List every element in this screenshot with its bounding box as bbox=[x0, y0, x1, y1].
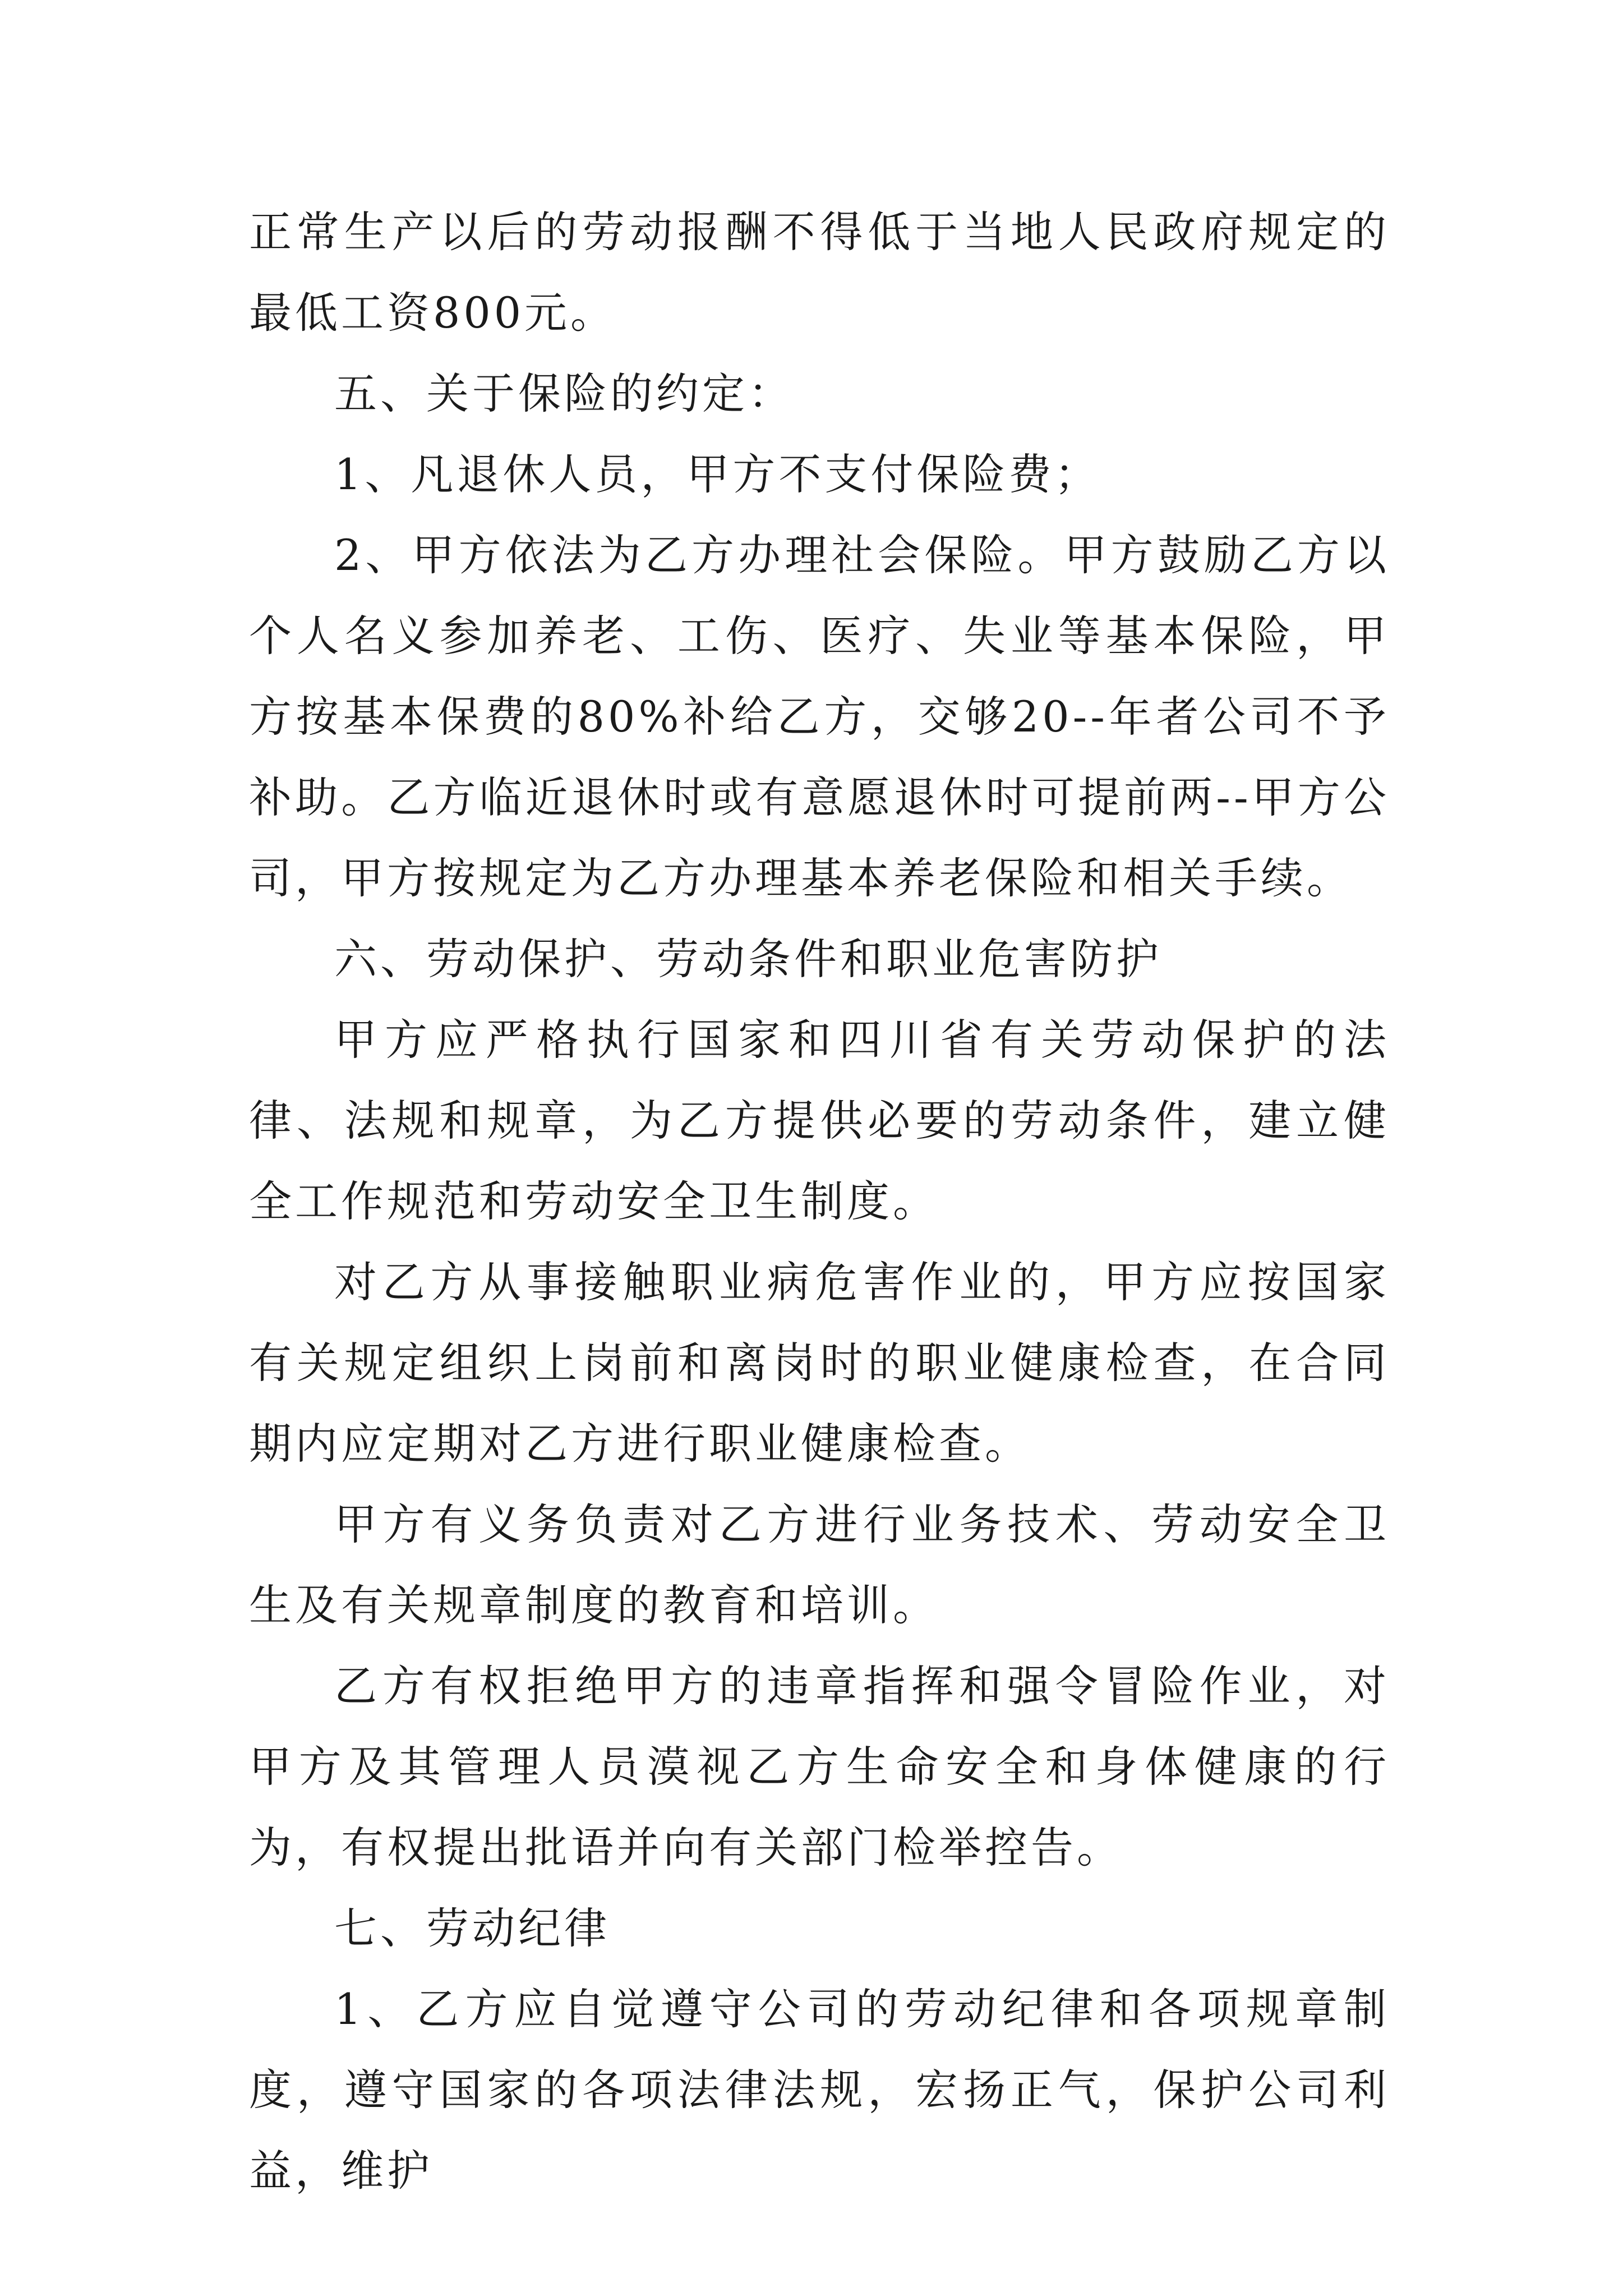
paragraph-insurance-2: 2、甲方依法为乙方办理社会保险。甲方鼓励乙方以个人名义参加养老、工伤、医疗、失业等基本保险，甲方按基本保费的80%补给乙方，交够20--年者公司不予补助。乙方临近退休时或有意愿退休时可提前两--甲方公司，甲方按规定为乙方办理基本养老保险和相关手续。 bbox=[249, 530, 1390, 903]
section-heading-labor-protection: 六、劳动保护、劳动条件和职业危害防护 bbox=[334, 934, 1162, 984]
paragraph-discipline-1: 1、乙方应自觉遵守公司的劳动纪律和各项规章制度，遵守国家的各项法律法规，宏扬正气，保护公司利益，维护 bbox=[249, 1984, 1390, 2196]
paragraph-insurance-1: 1、凡退休人员，甲方不支付保险费； bbox=[334, 449, 1101, 499]
paragraph-training: 甲方有义务负责对乙方进行业务技术、劳动安全卫生及有关规章制度的教育和培训。 bbox=[249, 1499, 1390, 1630]
paragraph-refuse-risky-work: 乙方有权拒绝甲方的违章指挥和强令冒险作业，对甲方及其管理人员漠视乙方生命安全和身体健康的行为，有权提出批语并向有关部门检举控告。 bbox=[249, 1661, 1390, 1872]
paragraph-occupational-health: 对乙方从事接触职业病危害作业的，甲方应按国家有关规定组织上岗前和离岗时的职业健康检查，在合同期内应定期对乙方进行职业健康检查。 bbox=[249, 1257, 1390, 1469]
section-heading-insurance: 五、关于保险的约定： bbox=[334, 369, 794, 418]
paragraph-labor-protection-laws: 甲方应严格执行国家和四川省有关劳动保护的法律、法规和规章，为乙方提供必要的劳动条件，建立健全工作规范和劳动安全卫生制度。 bbox=[249, 1015, 1390, 1226]
section-heading-labor-discipline: 七、劳动纪律 bbox=[334, 1903, 610, 1953]
document-body bbox=[249, 192, 1390, 2211]
paragraph-wage-tail: 正常生产以后的劳动报酬不得低于当地人民政府规定的最低工资800元。 bbox=[249, 207, 1390, 338]
